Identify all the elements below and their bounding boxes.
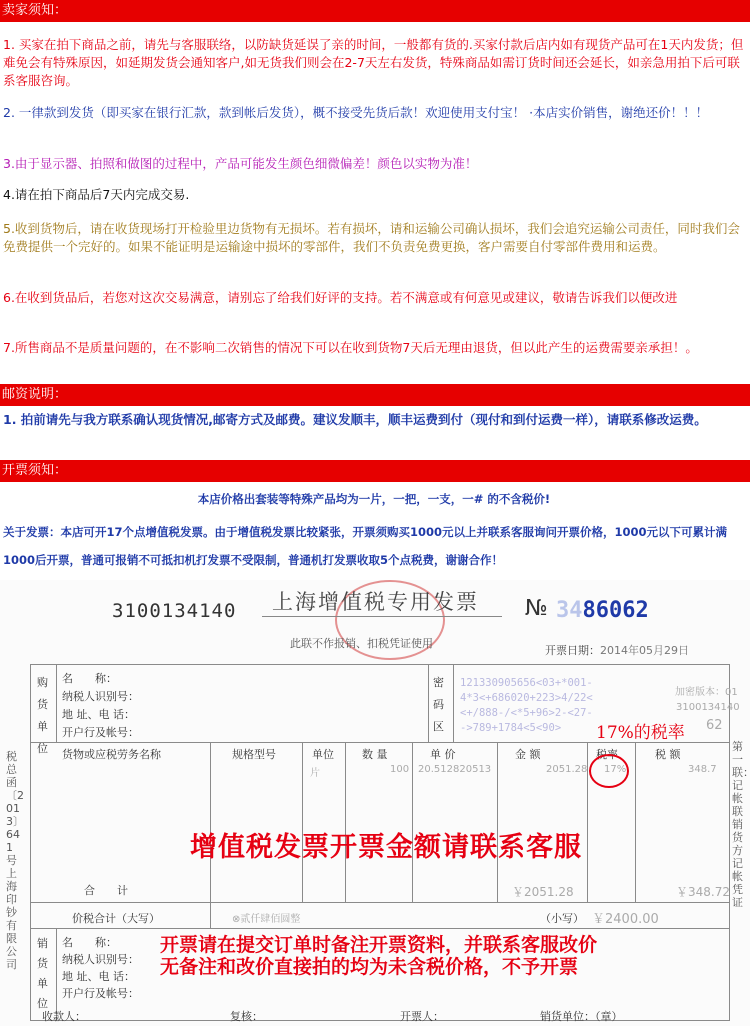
buyer-name-label: 名 称：: [62, 672, 117, 685]
footer-payee: 收款人：: [42, 1010, 86, 1023]
overlay-instruction-line1: 开票请在提交订单时备注开票资料，并联系客服改价: [160, 934, 598, 956]
row-unit: 片: [310, 768, 320, 779]
seller-name-label: 名 称：: [62, 936, 117, 949]
sum-small-value: ￥2400.00: [592, 912, 659, 927]
invoice-subtitle: 此联不作报销、扣税凭证使用: [290, 637, 433, 650]
issue-date-label: 开票日期：: [545, 644, 600, 657]
shipping-text: 1. 拍前请先与我方联系确认现货情况,邮寄方式及邮费。建议发顺丰，顺丰运费到付（现付和到付运费一样），请联系修改运费。: [3, 412, 707, 427]
seller-taxid-label: 纳税人识别号：: [62, 953, 139, 966]
col-header-goods: 货物或应税劳务名称: [62, 748, 161, 761]
divider: [30, 902, 730, 903]
seller-bank-label: 开户行及帐号：: [62, 987, 139, 1000]
col-header-unit: 单位: [312, 748, 334, 761]
tax-rate-annotation: 17%的税率: [596, 723, 685, 743]
right-vertical-copy-info: 第一联：记帐联 销货方记帐凭证: [732, 740, 754, 909]
cipher-line: <+/888-/<*5+96>2-<27-: [460, 707, 593, 719]
cipher-side-label: 密码区: [433, 676, 444, 733]
divider: [412, 742, 413, 902]
seller-notice-item-4: 4.请在拍下商品后7天内完成交易.: [3, 187, 190, 202]
buyer-side-label: 购货单位: [37, 676, 48, 755]
col-header-rate: 税率: [596, 748, 618, 761]
divider: [497, 742, 498, 902]
seller-side-label: 销货单位: [37, 937, 48, 1010]
cipher-line: ->789+1784<5<90>: [460, 722, 562, 734]
col-header-price: 单 价: [430, 748, 456, 761]
total-amount: ￥2051.28: [512, 885, 574, 899]
sum-upper-value: ⊗贰仟肆佰圆整: [232, 914, 301, 925]
divider: [30, 928, 730, 929]
row-amount: 2051.28: [546, 764, 588, 775]
col-header-tax: 税 额: [655, 748, 681, 761]
divider: [56, 664, 57, 742]
seller-notice-item-3: 3.由于显示器、拍照和做图的过程中，产品可能发生颜色细微偏差！颜色以实物为准！: [3, 156, 478, 171]
section-header-shipping: 邮资说明：: [0, 384, 750, 406]
section-header-seller-notice: 卖家须知：: [0, 0, 750, 22]
cipher-line: 121330905656<03+*001-: [460, 677, 593, 689]
issue-date: [545, 642, 689, 658]
seller-address-label: 地 址、电 话：: [62, 970, 135, 983]
sum-upper-label: 价税合计（大写）: [72, 912, 160, 925]
left-vertical-print-info: 税总函〔2013〕641号上海印钞有限公司: [6, 750, 24, 971]
row-tax: 348.7: [688, 764, 717, 775]
overlay-instruction-line2: 无备注和改价直接拍的均为未含税价格，不予开票: [160, 956, 579, 978]
col-header-spec: 规格型号: [232, 748, 276, 761]
total-tax: ￥348.72: [676, 885, 730, 899]
footer-issuer: 开票人：: [400, 1010, 444, 1023]
cipher-tail: 62: [706, 718, 723, 733]
footer-seller-stamp: 销货单位：（章）: [540, 1010, 623, 1023]
invoice-number-hidden: 34: [556, 598, 583, 623]
divider: [428, 664, 429, 742]
buyer-bank-label: 开户行及帐号：: [62, 726, 139, 739]
footer-reviewer: 复核：: [230, 1010, 263, 1023]
section-header-invoice: 开票须知：: [0, 460, 750, 482]
divider: [453, 664, 454, 742]
invoice-notice-line2: 关于发票：本店可开17个点增值税发票。由于增值税发票比较紧张，开票须购买1000元以上并联系客服询问开票价格，1000元以下可累计满1000后开票，普通可报销不可抵扣机打发票不受限制，普通机打发票收取5个点税费，谢谢合作！: [3, 525, 728, 567]
buyer-taxid-label: 纳税人识别号：: [62, 690, 139, 703]
seller-notice-item-6: 6.在收到货品后，若您对这次交易满意，请别忘了给我们好评的支持。若不满意或有何意见或建议，敬请告诉我们以便改进: [3, 290, 678, 305]
sum-small-label: （小写）: [540, 912, 584, 925]
invoice-notice-line1: 本店价格出套装等特殊产品均为一片，一把，一支，一# 的不含税价!: [197, 492, 551, 506]
invoice-number: [556, 598, 649, 623]
buyer-address-label: 地 址、电 话：: [62, 708, 135, 721]
divider: [210, 902, 211, 928]
cipher-version: 加密版本：01: [675, 687, 738, 698]
seller-notice-item-1: 1. 买家在拍下商品之前，请先与客服联络，以防缺货延误了亲的时间，一般都有货的.买家付款后店内如有现货产品可在1天内发货；但难免会有特殊原因，如延期发货会通知客户,如无货我们则会在2-7天左右发货，特殊商品如需订货时间还会延长，如亲急用拍下后可联系客服咨询。: [3, 37, 744, 88]
col-header-amount: 金 额: [515, 748, 541, 761]
divider: [302, 742, 303, 902]
divider: [210, 742, 211, 902]
invoice-image: [0, 580, 754, 1026]
divider: [345, 742, 346, 902]
cipher-code: 3100134140: [676, 702, 740, 713]
overlay-contact-service: 增值税发票开票金额请联系客服: [190, 832, 582, 863]
title-underline: [262, 616, 502, 617]
cipher-line: 4*3<+686020+223>4/22<: [460, 692, 593, 704]
row-qty: 100: [390, 764, 410, 775]
total-label: 合 计: [84, 884, 128, 897]
seller-notice-item-5: 5.收到货物后，请在收货现场打开检验里边货物有无损坏。若有损坏，请和运输公司确认损坏，我们会追究运输公司责任，同时我们会免费提供一个完好的。如果不能证明是运输途中损坏的零部件，我们不负责免费更换，客户需要自付零部件费用和运费。: [3, 221, 740, 254]
invoice-title: 上海增值税专用发票: [272, 590, 479, 614]
seller-notice-item-2: 2. 一律款到发货（即买家在银行汇款，款到帐后发货），概不接受先货后款！欢迎使用支付宝！ ·本店实价销售，谢绝还价！！！: [3, 105, 709, 120]
invoice-number-label: №: [525, 596, 548, 621]
row-price: 20.512820513: [418, 764, 492, 775]
seller-notice-item-7: 7.所售商品不是质量问题的，在不影响二次销售的情况下可以在收到货物7天后无理由退货，但以此产生的运费需要亲承担！。: [3, 340, 698, 355]
overlay-invoice-instructions: [160, 934, 597, 978]
divider: [635, 742, 636, 902]
issue-date-value: 2014年05月29日: [600, 644, 689, 657]
invoice-code: 3100134140: [112, 600, 237, 622]
col-header-qty: 数 量: [362, 748, 388, 761]
invoice-number-visible: 86062: [582, 598, 649, 623]
row-rate: 17%: [604, 764, 627, 775]
tax-rate-highlight-circle: [589, 754, 629, 788]
